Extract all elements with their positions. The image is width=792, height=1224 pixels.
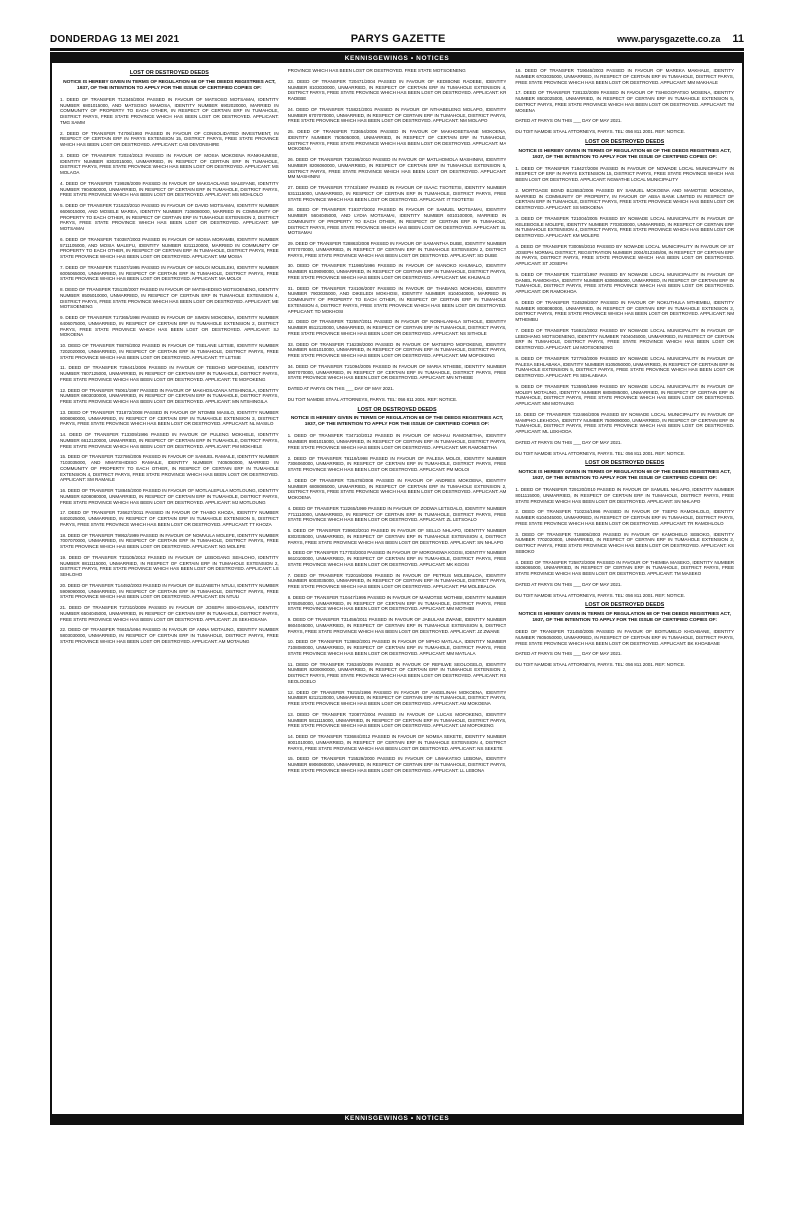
notice-intro: NOTICE IS HEREBY GIVEN IN TERMS OF REGULATION 68 OF THE DEEDS REGISTRIES ACT, 1937, OF THE INTENTION TO APPLY FOR THE ISSUE OF CERTIFIED COPIES OF: bbox=[518, 470, 731, 481]
notice-column-1 bbox=[60, 68, 279, 1109]
notice-paragraph: PROVINCE WHICH HAS BEEN LOST OR DESTROYED. FREE STATE MOTSOENENG bbox=[287, 68, 466, 73]
notice-paragraph: 6. DEED OF TRANSFER T24539/2007 PASSED IN FAVOUR OF NOKUTHULA MTHEMBU, IDENTITY NUMBER 8008080000, UNMARRIED, IN RESPECT OF CERTAIN ERF IN TUMAHOLE EXTENSION 2, DISTRICT PARYS, FREE STATE PROVINCE WHICH HAS BEEN LOST OR DESTROYED. APPLICANT: NM MTHEMBU bbox=[515, 299, 734, 322]
notice-paragraph: 2. MORTGAGE BOND B12653/2006 PASSED BY SAMUEL MOKOENA AND MAMOTSE MOKOENA, MARRIED IN COMMUNITY OF PROPERTY, IN FAVOUR OF ABSA BANK LIMITED IN RESPECT OF CERTAIN ERF IN TUMAHOLE, DISTRICT PARYS, FREE STATE PROVINCE WHICH HAS BEEN LOST OR DESTROYED. APPLICANT: SS MOKOENA bbox=[515, 187, 734, 210]
notice-paragraph: 5. DEED OF TRANSFER T11873/1997 PASSED BY NOWADE LOCAL MUNICIPALITY IN FAVOUR OF DANIEL RAMOKHOA, IDENTITY NUMBER 6306065000, UNMARRIED, IN RESPECT OF CERTAIN ERF IN TUMAHOLE, DISTRICT PARYS, FREE STATE PROVINCE WHICH HAS BEEN LOST OR DESTROYED. APPLICANT: DR RAMOKHOA bbox=[515, 271, 734, 294]
notice-paragraph: 3. DEED OF TRANSFER T18805/2003 PASSED IN FAVOUR OF KAMOHELO SEBOKO, IDENTITY NUMBER 7702020000, UNMARRIED, IN RESPECT OF CERTAIN ERF IN TUMAHOLE EXTENSION 2, DISTRICT PARYS, FREE STATE PROVINCE WHICH HAS BEEN LOST OR DESTROYED. APPLICANT: KS SEBOKO bbox=[515, 531, 734, 554]
notice-paragraph: 28. DEED OF TRANSFER T19377/2002 PASSED IN FAVOUR OF SAMUEL MOTSAMAI, IDENTITY NUMBER 5604045000, AND LYDIA MOTSAMAI, IDENTITY NUMBER 6010100000, MARRIED IN COMMUNITY OF PROPERTY TO EACH OTHER, IN RESPECT OF CERTAIN ERF IN TUMAHOLE, DISTRICT PARYS, FREE STATE PROVINCE WHICH HAS BEEN LOST OR DESTROYED. APPLICANT: SL MOTSAMAI bbox=[287, 207, 507, 236]
notice-paragraph: DEED OF TRANSFER T21450/2005 PASSED IN FAVOUR OF BOITUMELO KHOABANE, IDENTITY NUMBER 7805050000, UNMARRIED, IN RESPECT OF CERTAIN ERF IN TUMAHOLE, DISTRICT PARYS, FREE STATE PROVINCE WHICH HAS BEEN LOST OR DESTROYED. APPLICANT: BK KHOABANE bbox=[515, 629, 734, 646]
notice-paragraph: 25. DEED OF TRANSFER T23654/2006 PASSED IN FAVOUR OF MAKHOSETSANE MOKOENA, IDENTITY NUMBER 7505050000, UNMARRIED, IN RESPECT OF CERTAIN ERF IN TUMAHOLE, DISTRICT PARYS, FREE STATE PROVINCE WHICH HAS BEEN LOST OR DESTROYED. APPLICANT: MA MOKOENA bbox=[287, 129, 507, 152]
notice-column-3 bbox=[515, 68, 734, 1109]
notice-paragraph: 19. DEED OF TRANSFER T33105/2012 PASSED IN FAVOUR OF LEBOGANG SEHLOHO, IDENTITY NUMBER 8811115000, UNMARRIED, IN RESPECT OF CERTAIN ERF IN TUMAHOLE EXTENSION 2, DISTRICT PARYS, FREE STATE PROVINCE WHICH HAS BEEN LOST OR DESTROYED. APPLICANT: LS SEHLOHO bbox=[60, 554, 279, 577]
notice-paragraph: 14. DEED OF TRANSFER T13309/1996 PASSED IN FAVOUR OF PULENG MOKHELE, IDENTITY NUMBER 6612120000, UNMARRIED, IN RESPECT OF CERTAIN ERF IN TUMAHOLE, DISTRICT PARYS, FREE STATE PROVINCE WHICH HAS BEEN LOST OR DESTROYED. APPLICANT: PM MOKHELE bbox=[60, 432, 279, 449]
notice-paragraph: 12. DEED OF TRANSFER T9215/1996 PASSED IN FAVOUR OF ANGELINAH MOKOENA, IDENTITY NUMBER 6212120000, UNMARRIED, IN RESPECT OF CERTAIN ERF IN TUMAHOLE, DISTRICT PARYS, FREE STATE PROVINCE WHICH HAS BEEN LOST OR DESTROYED. APPLICANT: AM MOKOENA bbox=[287, 689, 507, 706]
notice-paragraph: 17. DEED OF TRANSFER T26627/2011 PASSED IN FAVOUR OF THABO KHOZA, IDENTITY NUMBER 8402025000, UNMARRIED, IN RESPECT OF CERTAIN ERF IN TUMAHOLE EXTENSION 5, DISTRICT PARYS, FREE STATE PROVINCE WHICH HAS BEEN LOST OR DESTROYED. APPLICANT: TT KHOZA bbox=[60, 510, 279, 527]
notice-paragraph: 15. DEED OF TRANSFER T22786/2005 PASSED IN FAVOUR OF SAMUEL RAMAILE, IDENTITY NUMBER 7103035000, AND MMATSHIDISO RAMAILE, IDENTITY NUMBER 7405050000, MARRIED IN COMMUNITY OF PROPERTY TO EACH OTHER, IN RESPECT OF CERTAIN ERF IN TUMAHOLE EXTENSION 4, DISTRICT PARYS, FREE STATE PROVINCE WHICH HAS BEEN LOST OR DESTROYED. APPLICANT: SM RAMAILE bbox=[60, 454, 279, 483]
notice-paragraph: 5. DEED OF TRANSFER T29902/2010 PASSED IN FAVOUR OF SELLO NHLAPO, IDENTITY NUMBER 8302035000, UNMARRIED, IN RESPECT OF CERTAIN ERF IN TUMAHOLE EXTENSION 4, DISTRICT PARYS, FREE STATE PROVINCE WHICH HAS BEEN LOST OR DESTROYED. APPLICANT: SN NHLAPO bbox=[287, 528, 507, 545]
notice-paragraph: 7. DEED OF TRANSFER T16921/2002 PASSED BY NOWADE LOCAL MUNICIPALITY IN FAVOUR OF LEBOHANG MOTSOENENG, IDENTITY NUMBER 7404045000, UNMARRIED, IN RESPECT OF CERTAIN ERF IN TUMAHOLE, DISTRICT PARYS, FREE STATE PROVINCE WHICH HAS BEEN LOST OR DESTROYED. APPLICANT: LM MOTSOENENG bbox=[515, 327, 734, 350]
notice-signature: DU TOIT NAMDIE STAAL ATTORNEYS, PARYS. TEL: 056 811 2001. REF: NOTICE. bbox=[515, 662, 685, 667]
page-masthead bbox=[50, 30, 744, 51]
notice-paragraph: 10. DEED OF TRANSFER T13882/2001 PASSED IN FAVOUR OF MPHO MATLALA, IDENTITY NUMBER 7108080000, UNMARRIED, IN RESPECT OF CERTAIN ERF IN TUMAHOLE, DISTRICT PARYS, FREE STATE PROVINCE WHICH HAS BEEN LOST OR DESTROYED. APPLICANT: MM MATLALA bbox=[287, 639, 507, 656]
notice-paragraph: 34. DEED OF TRANSFER T21094/2005 PASSED IN FAVOUR OF MARIA NTHEBE, IDENTITY NUMBER 5907070000, UNMARRIED, IN RESPECT OF CERTAIN ERF IN TUMAHOLE, DISTRICT PARYS, FREE STATE PROVINCE WHICH HAS BEEN LOST OR DESTROYED. APPLICANT: MN NTHEBE bbox=[287, 363, 507, 381]
notice-dated-line: DATED AT PARYS ON THIS ___ DAY OF MAY 2021. bbox=[515, 439, 622, 445]
notice-paragraph: 1. DEED OF TRANSFER T18427/2008 PASSED IN FAVOUR OF NOWADE LOCAL MUNICIPALITY IN RESPECT OF ERF IN PARYS EXTENSION 15, DISTRICT PARYS, FREE STATE PROVINCE WHICH HAS BEEN LOST OR DESTROYED. APPLICANT: NGWATHE LOCAL MUNICIPALITY bbox=[515, 165, 734, 182]
notice-paragraph: 3. DEED OF TRANSFER T25478/2008 PASSED IN FAVOUR OF ANDRIES MOKOENA, IDENTITY NUMBER 6808085000, UNMARRIED, IN RESPECT OF CERTAIN ERF IN TUMAHOLE EXTENSION 2, DISTRICT PARYS, FREE STATE PROVINCE WHICH HAS BEEN LOST OR DESTROYED. APPLICANT: AM MOKOENA bbox=[287, 477, 507, 500]
notice-paragraph: 12. DEED OF TRANSFER T5061/1997 PASSED IN FAVOUR OF MAKHOSAZANA NTSHINGILA, IDENTITY NUMBER 6903030000, UNMARRIED, IN RESPECT OF CERTAIN ERF IN TUMAHOLE, DISTRICT PARYS, FREE STATE PROVINCE WHICH HAS BEEN LOST OR DESTROYED. APPLICANT: MN NTSHINGILA bbox=[60, 387, 279, 404]
notice-paragraph: 8. DEED OF TRANSFER T25130/2007 PASSED IN FAVOUR OF MATSHEDISO MOTSOENENG, IDENTITY NUMBER 8505010000, UNMARRIED, IN RESPECT OF CERTAIN ERF IN TUMAHOLE EXTENSION 4, DISTRICT PARYS, FREE STATE PROVINCE WHICH HAS BEEN LOST OR DESTROYED. APPLICANT: ME MOTSOENENG bbox=[60, 287, 279, 310]
notice-paragraph: 2. DEED OF TRANSFER T8119/1998 PASSED IN FAVOUR OF PALESA MOLOI, IDENTITY NUMBER 7306060000, UNMARRIED, IN RESPECT OF CERTAIN ERF IN TUMAHOLE, DISTRICT PARYS, FREE STATE PROVINCE WHICH HAS BEEN LOST OR DESTROYED. APPLICANT: PM MOLOI bbox=[287, 455, 507, 472]
notice-paragraph: 11. DEED OF TRANSFER T29441/2006 PASSED IN FAVOUR OF TEBOHO MOFOKENG, IDENTITY NUMBER 7807125000, UNMARRIED, IN RESPECT OF CERTAIN ERF IN TUMAHOLE, DISTRICT PARYS, FREE STATE PROVINCE WHICH HAS BEEN LOST OR DESTROYED. APPLICANT: TE MOFOKENG bbox=[60, 365, 279, 382]
notice-dated-line: DATED AT PARYS ON THIS ___ DAY OF MAY 2021. bbox=[515, 651, 622, 657]
notices-banner-bottom: KENNISGEWINGS • NOTICES bbox=[52, 1114, 742, 1123]
notice-paragraph: 14. DEED OF TRANSFER T33684/2012 PASSED IN FAVOUR OF NOMSA SEKETE, IDENTITY NUMBER 9001010000, UNMARRIED, IN RESPECT OF CERTAIN ERF IN TUMAHOLE EXTENSION 4, DISTRICT PARYS, FREE STATE PROVINCE WHICH HAS BEEN LOST OR DESTROYED. APPLICANT: NS SEKETE bbox=[287, 734, 507, 751]
notice-paragraph: 4. DEED OF TRANSFER T12265/1999 PASSED IN FAVOUR OF ZODWA LETSOALO, IDENTITY NUMBER 7711110000, UNMARRIED, IN RESPECT OF CERTAIN ERF IN TUMAHOLE, DISTRICT PARYS, FREE STATE PROVINCE WHICH HAS BEEN LOST OR DESTROYED. APPLICANT: ZL LETSOALO bbox=[287, 505, 507, 523]
notice-paragraph: 13. DEED OF TRANSFER T20877/2004 PASSED IN FAVOUR OF LUCAS MOFOKENG, IDENTITY NUMBER 5811115000, UNMARRIED, IN RESPECT OF CERTAIN ERF IN TUMAHOLE, DISTRICT PARYS, FREE STATE PROVINCE WHICH HAS BEEN LOST OR DESTROYED. APPLICANT: LM MOFOKENG bbox=[287, 711, 507, 729]
notice-paragraph: 30. DEED OF TRANSFER T11980/1996 PASSED IN FAVOUR OF MANOKO KHUMALO, IDENTITY NUMBER 6109090000, UNMARRIED, IN RESPECT OF CERTAIN ERF IN TUMAHOLE, DISTRICT PARYS, FREE STATE PROVINCE WHICH HAS BEEN LOST OR DESTROYED. APPLICANT: MK KHUMALO bbox=[287, 263, 507, 280]
notice-heading: LOST OR DESTROYED DEEDS bbox=[585, 602, 665, 609]
notice-heading: LOST OR DESTROYED DEEDS bbox=[357, 406, 437, 413]
notice-dated-line: DATED AT PARYS ON THIS ___ DAY OF MAY 2021. bbox=[515, 581, 622, 587]
notice-signature: DU TOIT NAMDIE STAAL ATTORNEYS, PARYS. TEL: 056 811 2001. REF: NOTICE. bbox=[515, 450, 685, 456]
website-link[interactable]: www.parysgazette.co.za bbox=[617, 34, 721, 44]
notice-paragraph: 5. DEED OF TRANSFER T21623/2010 PASSED IN FAVOUR OF DAVID MOTSAMAI, IDENTITY NUMBER 6606015000, AND MOSELE MAREA, IDENTITY NUMBER 7108080000, MARRIED IN COMMUNITY OF PROPERTY TO EACH OTHER, IN RESPECT OF CERTAIN ERF IN TUMAHOLE EXTENSION 2, DISTRICT PARYS, FREE STATE PROVINCE WHICH HAS BEEN LOST OR DESTROYED. APPLICANT: MP MOTSAMAI bbox=[60, 203, 279, 231]
notice-paragraph: 32. DEED OF TRANSFER T32557/2011 PASSED IN FAVOUR OF NONHLANHLA SITHOLE, IDENTITY NUMBER 8512120000, UNMARRIED, IN RESPECT OF CERTAIN ERF IN TUMAHOLE, DISTRICT PARYS, FREE STATE PROVINCE WHICH HAS BEEN LOST OR DESTROYED. APPLICANT: NS SITHOLE bbox=[287, 319, 507, 336]
notice-paragraph: 8. DEED OF TRANSFER T27793/2009 PASSED BY NOWADE LOCAL MUNICIPALITY IN FAVOUR OF PALESA SEHLABAKA, IDENTITY NUMBER 8105050000, UNMARRIED, IN RESPECT OF CERTAIN ERF IN TUMAHOLE EXTENSION 5, DISTRICT PARYS, FREE STATE PROVINCE WHICH HAS BEEN LOST OR DESTROYED. APPLICANT: PS SEHLABAKA bbox=[515, 355, 734, 378]
notice-paragraph: 2. DEED OF TRANSFER T10234/1996 PASSED IN FAVOUR OF TSEPO RAMOHLOLO, IDENTITY NUMBER 6104045000, UNMARRIED, IN RESPECT OF CERTAIN ERF IN TUMAHOLE, DISTRICT PARYS, FREE STATE PROVINCE WHICH HAS BEEN LOST OR DESTROYED. APPLICANT: TR RAMOHLOLO bbox=[515, 509, 734, 526]
notice-paragraph: 16. DEED OF TRANSFER T18845/2000 PASSED IN FAVOUR OF MOTLALEPULA MOTLOUNG, IDENTITY NUMBER 6208080000, UNMARRIED, IN RESPECT OF CERTAIN ERF IN TUMAHOLE, DISTRICT PARYS, FREE STATE PROVINCE WHICH HAS BEEN LOST OR DESTROYED. APPLICANT: MJ MOTLOUNG bbox=[60, 488, 279, 505]
issue-date: DONDERDAG 13 MEI 2021 bbox=[50, 33, 180, 45]
notice-paragraph: 20. DEED OF TRANSFER T14492/2003 PASSED IN FAVOUR OF ELIZABETH NTULI, IDENTITY NUMBER 5909090000, UNMARRIED, IN RESPECT OF CERTAIN ERF IN TUMAHOLE, DISTRICT PARYS, FREE STATE PROVINCE WHICH HAS BEEN LOST OR DESTROYED. APPLICANT: EN NTULI bbox=[60, 582, 279, 600]
notice-paragraph: 4. DEED OF TRANSFER T30055/2010 PASSED BY NOWADE LOCAL MUNICIPALITY IN FAVOUR OF ST JOSEPH NORMAL DISTRICT, REGISTRATION NUMBER 2004/012345/08, IN RESPECT OF CERTAIN ERF IN PARYS, DISTRICT PARYS, FREE STATE PROVINCE WHICH HAS BEEN LOST OR DESTROYED. APPLICANT: ST JOSEPH bbox=[515, 243, 734, 266]
notice-signature: DU TOIT NAMDIE STAAL ATTORNEYS, PARYS. TEL: 056 811 2001. REF: NOTICE. bbox=[515, 129, 685, 134]
notice-paragraph: 10. DEED OF TRANSFER T22466/2006 PASSED BY NOWADE LOCAL MUNICIPALITY IN FAVOUR OF MAMPHO LEKHOOA, IDENTITY NUMBER 7509090000, UNMARRIED, IN RESPECT OF CERTAIN ERF IN TUMAHOLE, DISTRICT PARYS, FREE STATE PROVINCE WHICH HAS BEEN LOST OR DESTROYED. APPLICANT: ML LEKHOOA bbox=[515, 411, 734, 434]
masthead-right bbox=[617, 33, 744, 45]
notice-paragraph: 4. DEED OF TRANSFER T19928/2009 PASSED IN FAVOUR OF MAKGAOLANG MALEFANE, IDENTITY NUMBER 7904050000, UNMARRIED, IN RESPECT OF CERTAIN ERF IN TUMAHOLE, DISTRICT PARYS, FREE STATE PROVINCE WHICH HAS BEEN LOST OR DESTROYED. APPLICANT: MS MOHLOLO bbox=[60, 180, 279, 198]
notice-columns bbox=[60, 68, 734, 1109]
notice-paragraph: 1. DEED OF TRANSFER T29120/2010 PASSED IN FAVOUR OF SAMUEL NHLAPO, IDENTITY NUMBER 8011115000, UNMARRIED, IN RESPECT OF CERTAIN ERF IN TUMAHOLE, DISTRICT PARYS, FREE STATE PROVINCE WHICH HAS BEEN LOST OR DESTROYED. APPLICANT: SN NHLAPO bbox=[515, 487, 734, 504]
notice-signature: DU TOIT NAMDIE STAAL ATTORNEYS, PARYS. TEL: 056 811 2001. REF: NOTICE. bbox=[287, 396, 458, 402]
notices-frame bbox=[50, 52, 744, 1125]
notice-paragraph: 9. DEED OF TRANSFER T13590/1999 PASSED BY NOWADE LOCAL MUNICIPALITY IN FAVOUR OF MOLEFI MOTAUNG, IDENTITY NUMBER 6808085000, UNMARRIED, IN RESPECT OF CERTAIN ERF IN TUMAHOLE, DISTRICT PARYS, FREE STATE PROVINCE WHICH HAS BEEN LOST OR DESTROYED. APPLICANT: MM MOTAUNG bbox=[515, 383, 734, 406]
notice-intro: NOTICE IS HEREBY GIVEN IN TERMS OF REGULATION 68 OF THE DEEDS REGISTRIES ACT, 1937, OF THE INTENTION TO APPLY FOR THE ISSUE OF CERTIFIED COPIES OF: bbox=[518, 148, 731, 160]
notice-paragraph: 9. DEED OF TRANSFER T31456/2011 PASSED IN FAVOUR OF JABULANI ZWANE, IDENTITY NUMBER 8604045000, UNMARRIED, IN RESPECT OF CERTAIN ERF IN TUMAHOLE EXTENSION 5, DISTRICT PARYS, FREE STATE PROVINCE WHICH HAS BEEN LOST OR DESTROYED. APPLICANT: JZ ZWANE bbox=[287, 617, 507, 634]
notice-paragraph: 13. DEED OF TRANSFER T31872/2008 PASSED IN FAVOUR OF NTOMBI MASILO, IDENTITY NUMBER 8008080000, UNMARRIED, IN RESPECT OF CERTAIN ERF IN TUMAHOLE EXTENSION 3, DISTRICT PARYS, FREE STATE PROVINCE WHICH HAS BEEN LOST OR DESTROYED. APPLICANT: NL MASILO bbox=[60, 409, 279, 427]
notice-dated-line: DATED AT PARYS ON THIS ___ DAY OF MAY 2021. bbox=[515, 118, 622, 124]
notice-paragraph: 4. DEED OF TRANSFER T25872/2008 PASSED IN FAVOUR OF THEMBA MASEKO, IDENTITY NUMBER 8306065000, UNMARRIED, IN RESPECT OF CERTAIN ERF IN TUMAHOLE, DISTRICT PARYS, FREE STATE PROVINCE WHICH HAS BEEN LOST OR DESTROYED. APPLICANT: TM MASEKO bbox=[515, 559, 734, 576]
notice-intro: NOTICE IS HEREBY GIVEN IN TERMS OF REGULATION 68 OF THE DEEDS REGISTRIES ACT, 1937, OF THE INTENTION TO APPLY FOR THE ISSUE OF CERTIFIED COPIES OF: bbox=[518, 612, 731, 623]
notice-paragraph: 7. DEED OF TRANSFER T22019/2006 PASSED IN FAVOUR OF PETRUS MOLEBALOA, IDENTITY NUMBER 6003035000, UNMARRIED, IN RESPECT OF CERTAIN ERF IN TUMAHOLE, DISTRICT PARYS, FREE STATE PROVINCE WHICH HAS BEEN LOST OR DESTROYED. APPLICANT: PM MOLEBALOA bbox=[287, 572, 507, 589]
notice-paragraph: 3. DEED OF TRANSFER T2024/2013 PASSED IN FAVOUR OF MOSIA MOKOENA RANKHUMISE, IDENTITY NUMBER 8302015000, UNMARRIED, IN RESPECT OF CERTAIN ERF IN TUMAHOLE, DISTRICT PARYS, FREE STATE PROVINCE WHICH HAS BEEN LOST OR DESTROYED. APPLICANT: MS MOLAOA bbox=[60, 152, 279, 175]
notices-banner-top: KENNISGEWINGS • NOTICES bbox=[52, 54, 742, 63]
notice-paragraph: 15. DEED OF TRANSFER T15529/2000 PASSED IN FAVOUR OF LIMAKATSO LEBONA, IDENTITY NUMBER 6906060000, UNMARRIED, IN RESPECT OF CERTAIN ERF IN TUMAHOLE, DISTRICT PARYS, FREE STATE PROVINCE WHICH HAS BEEN LOST OR DESTROYED. APPLICANT: LL LEBONA bbox=[287, 756, 507, 773]
notice-heading: LOST OR DESTROYED DEEDS bbox=[129, 70, 209, 76]
notice-paragraph: 7. DEED OF TRANSFER T11507/1995 PASSED IN FAVOUR OF MOLOI MOLELEKI, IDENTITY NUMBER 6005065000, UNMARRIED, IN RESPECT OF CERTAIN ERF IN TUMAHOLE, DISTRICT PARYS, FREE STATE PROVINCE WHICH HAS BEEN LOST OR DESTROYED. APPLICANT: MA MOLOI bbox=[60, 264, 279, 282]
notice-signature: DU TOIT NAMDIE STAAL ATTORNEYS, PARYS. TEL: 056 811 2001. REF: NOTICE. bbox=[515, 592, 685, 598]
notice-paragraph: 1. DEED OF TRANSFER T34710/2012 PASSED IN FAVOUR OF MOHAU RAMONETHA, IDENTITY NUMBER 8901015000, UNMARRIED, IN RESPECT OF CERTAIN ERF IN TUMAHOLE, DISTRICT PARYS, FREE STATE PROVINCE WHICH HAS BEEN LOST OR DESTROYED. APPLICANT: MR RAMONETHA bbox=[287, 433, 507, 450]
notice-paragraph: 10. DEED OF TRANSFER T8876/2002 PASSED IN FAVOUR OF TSELANE LETSIE, IDENTITY NUMBER 7202020000, UNMARRIED, IN RESPECT OF CERTAIN ERF IN TUMAHOLE, DISTRICT PARYS, FREE STATE PROVINCE WHICH HAS BEEN LOST OR DESTROYED. APPLICANT: TT LETSIE bbox=[60, 343, 279, 360]
notice-paragraph: 1. DEED OF TRANSFER T12345/2004 PASSED IN FAVOUR OF MATSOSO MOTSAMAI, IDENTITY NUMBER 6801015000, AND MATSOSO MAMOSA, IDENTITY NUMBER 6902020000, MARRIED IN COMMUNITY OF PROPERTY TO EACH OTHER, IN RESPECT OF CERTAIN ERF IN TUMAHOLE, DISTRICT PARYS, FREE STATE PROVINCE WHICH HAS BEEN LOST OR DESTROYED. APPLICANT: TMG SAMM bbox=[60, 96, 279, 125]
notice-column-2 bbox=[288, 68, 507, 1109]
notice-paragraph: 18. DEED OF TRANSFER T9952/1999 PASSED IN FAVOUR OF NOMVULA MOLEFE, IDENTITY NUMBER 7007070000, UNMARRIED, IN RESPECT OF CERTAIN ERF IN TUMAHOLE, DISTRICT PARYS, FREE STATE PROVINCE WHICH HAS BEEN LOST OR DESTROYED. APPLICANT: NG MOLEFE bbox=[60, 532, 279, 549]
notice-intro: NOTICE IS HEREBY GIVEN IN TERMS OF REGULATION 68 OF THE DEEDS REGISTRIES ACT, 1937, OF THE INTENTION TO APPLY FOR THE ISSUE OF CERTIFIED COPIES OF: bbox=[290, 416, 504, 428]
notice-intro: NOTICE IS HEREBY GIVEN IN TERMS OF REGULATION 68 OF THE DEEDS REGISTRIES ACT, 1937, OF THE INTENTION TO APPLY FOR THE ISSUE OF CERTIFIED COPIES OF: bbox=[63, 79, 276, 91]
page-number: 11 bbox=[732, 33, 744, 45]
notice-paragraph: 9. DEED OF TRANSFER T17365/1998 PASSED IN FAVOUR OF SIMON MOKOENA, IDENTITY NUMBER 6406075000, UNMARRIED, IN RESPECT OF CERTAIN ERF IN TUMAHOLE EXTENSION 2, DISTRICT PARYS, FREE STATE PROVINCE WHICH HAS BEEN LOST OR DESTROYED. APPLICANT: SJ MOKOENA bbox=[60, 315, 279, 338]
notice-paragraph: 29. DEED OF TRANSFER T28863/2008 PASSED IN FAVOUR OF SAMANTHA DUBE, IDENTITY NUMBER 8707070000, UNMARRIED, IN RESPECT OF CERTAIN ERF IN TUMAHOLE EXTENSION 2, DISTRICT PARYS, FREE STATE PROVINCE WHICH HAS BEEN LOST OR DESTROYED. APPLICANT: SD DUBE bbox=[287, 241, 507, 258]
newspaper-title: PARYS GAZETTE bbox=[350, 33, 446, 45]
notice-paragraph: 6. DEED OF TRANSFER T40387/2003 PASSED IN FAVOUR OF MOSIA MORAMBI, IDENTITY NUMBER 5711105000, AND MOSIA MALEFU, IDENTITY NUMBER 6211120000, MARRIED IN COMMUNITY OF PROPERTY TO EACH OTHER, IN RESPECT OF CERTAIN ERF IN TUMAHOLE, DISTRICT PARYS, FREE STATE PROVINCE WHICH HAS BEEN LOST OR DESTROYED. APPLICANT: MM MOSIA bbox=[60, 236, 279, 259]
notice-paragraph: 11. DEED OF TRANSFER T26340/2009 PASSED IN FAVOUR OF REFILWE SEOLOGELO, IDENTITY NUMBER 8209090000, UNMARRIED, IN RESPECT OF CERTAIN ERF IN TUMAHOLE EXTENSION 2, DISTRICT PARYS, FREE STATE PROVINCE WHICH HAS BEEN LOST OR DESTROYED. APPLICANT: RS SEOLOGELO bbox=[287, 661, 507, 684]
notice-paragraph: 6. DEED OF TRANSFER T17703/2003 PASSED IN FAVOUR OF MORONGWA KGOSI, IDENTITY NUMBER 6610100000, UNMARRIED, IN RESPECT OF CERTAIN ERF IN TUMAHOLE, DISTRICT PARYS, FREE STATE PROVINCE WHICH HAS BEEN LOST OR DESTROYED. APPLICANT: MK KGOSI bbox=[287, 550, 507, 567]
notice-paragraph: 31. DEED OF TRANSFER T24106/2007 PASSED IN FAVOUR OF THABANG MOKHOSI, IDENTITY NUMBER 7903035000, AND DIKELEDI MOKHOSI, IDENTITY NUMBER 8104040000, MARRIED IN COMMUNITY OF PROPERTY TO EACH OTHER, IN RESPECT OF CERTAIN ERF IN TUMAHOLE EXTENSION 4, DISTRICT PARYS, FREE STATE PROVINCE WHICH HAS BEEN LOST OR DESTROYED. APPLICANT: TD MOKHOSI bbox=[287, 285, 507, 314]
notice-paragraph: 8. DEED OF TRANSFER T10447/1995 PASSED IN FAVOUR OF MAMOTSE MOTHIBI, IDENTITY NUMBER 5705050000, UNMARRIED, IN RESPECT OF CERTAIN ERF IN TUMAHOLE, DISTRICT PARYS, FREE STATE PROVINCE WHICH HAS BEEN LOST OR DESTROYED. APPLICANT: MM MOTHIBI bbox=[287, 594, 507, 612]
notice-paragraph: 24. DEED OF TRANSFER T15821/2001 PASSED IN FAVOUR OF NTHABELENG MOLAPO, IDENTITY NUMBER 6707070000, UNMARRIED, IN RESPECT OF CERTAIN ERF IN TUMAHOLE, DISTRICT PARYS, FREE STATE PROVINCE WHICH HAS BEEN LOST OR DESTROYED. APPLICANT: NM MOLAPO bbox=[287, 106, 507, 124]
notice-paragraph: 23. DEED OF TRANSFER T20471/2004 PASSED IN FAVOUR OF KEDIBONE RADEBE, IDENTITY NUMBER 8103030000, UNMARRIED, IN RESPECT OF CERTAIN ERF IN TUMAHOLE EXTENSION 4, DISTRICT PARYS, FREE STATE PROVINCE WHICH HAS BEEN LOST OR DESTROYED. APPLICANT: KR RADEBE bbox=[287, 78, 507, 101]
notice-paragraph: 16. DEED OF TRANSFER T19046/2003 PASSED IN FAVOUR OF MAREKA MAKHALE, IDENTITY NUMBER 6703035000, UNMARRIED, IN RESPECT OF CERTAIN ERF IN TUMAHOLE, DISTRICT PARYS, FREE STATE PROVINCE WHICH HAS BEEN LOST OR DESTROYED. APPLICANT: MM MAKHALE bbox=[515, 68, 734, 85]
notice-paragraph: 2. DEED OF TRANSFER T4706/1993 PASSED IN FAVOUR OF CONSOLIDATED INVESTMENT, IN RESPECT OF CERTAIN ERF IN PARYS EXTENSION 15, DISTRICT PARYS, FREE STATE PROVINCE WHICH HAS BEEN LOST OR DESTROYED. APPLICANT: CAB DEVONSHIRE bbox=[60, 130, 279, 147]
notice-paragraph: 17. DEED OF TRANSFER T28132/2009 PASSED IN FAVOUR OF TSHEGOFATSO MOSENA, IDENTITY NUMBER 8502025000, UNMARRIED, IN RESPECT OF CERTAIN ERF IN TUMAHOLE EXTENSION 5, DISTRICT PARYS, FREE STATE PROVINCE WHICH HAS BEEN LOST OR DESTROYED. APPLICANT: TM MOSENA bbox=[515, 90, 734, 113]
notice-heading: LOST OR DESTROYED DEEDS bbox=[585, 460, 665, 467]
notice-paragraph: 26. DEED OF TRANSFER T30198/2010 PASSED IN FAVOUR OF MATLHOMOLA MASHININI, IDENTITY NUMBER 8206060000, UNMARRIED, IN RESPECT OF CERTAIN ERF IN TUMAHOLE EXTENSION 5, DISTRICT PARYS, FREE STATE PROVINCE WHICH HAS BEEN LOST OR DESTROYED. APPLICANT: MM MASHININI bbox=[287, 157, 507, 180]
notice-dated-line: DATED AT PARYS ON THIS ___ DAY OF MAY 2021. bbox=[287, 386, 394, 391]
notice-paragraph: 33. DEED OF TRANSFER T16238/2000 PASSED IN FAVOUR OF MATSEPO MOFOKENG, IDENTITY NUMBER 6401010000, UNMARRIED, IN RESPECT OF CERTAIN ERF IN TUMAHOLE, DISTRICT PARYS, FREE STATE PROVINCE WHICH HAS BEEN LOST OR DESTROYED. APPLICANT: MM MOFOKENG bbox=[287, 341, 507, 358]
notice-paragraph: 22. DEED OF TRANSFER T6615/1994 PASSED IN FAVOUR OF ANNA MOTAUNG, IDENTITY NUMBER 5803030000, UNMARRIED, IN RESPECT OF CERTAIN ERF IN TUMAHOLE, DISTRICT PARYS, FREE STATE PROVINCE WHICH HAS BEEN LOST OR DESTROYED. APPLICANT: AM MOTAUNG bbox=[60, 627, 279, 644]
notice-heading: LOST OR DESTROYED DEEDS bbox=[585, 138, 665, 145]
notice-paragraph: 27. DEED OF TRANSFER T7743/1997 PASSED IN FAVOUR OF ISAAC TSOTETSI, IDENTITY NUMBER 6311115000, UNMARRIED, IN RESPECT OF CERTAIN ERF IN TUMAHOLE, DISTRICT PARYS, FREE STATE PROVINCE WHICH HAS BEEN LOST OR DESTROYED. APPLICANT: IT TSOTETSI bbox=[287, 185, 507, 202]
notice-paragraph: 21. DEED OF TRANSFER T27310/2009 PASSED IN FAVOUR OF JOSEPH SEKHOSANA, IDENTITY NUMBER 6504045000, UNMARRIED, IN RESPECT OF CERTAIN ERF IN TUMAHOLE, DISTRICT PARYS, FREE STATE PROVINCE WHICH HAS BEEN LOST OR DESTROYED. APPLICANT: JS SEKHOSANA bbox=[60, 605, 279, 622]
notice-paragraph: 3. DEED OF TRANSFER T21004/2005 PASSED BY NOWADE LOCAL MUNICIPALITY IN FAVOUR OF KELEBOGILE MOLEFE, IDENTITY NUMBER 7703030000, UNMARRIED, IN RESPECT OF CERTAIN ERF IN TUMAHOLE EXTENSION 4, DISTRICT PARYS, FREE STATE PROVINCE WHICH HAS BEEN LOST OR DESTROYED. APPLICANT: KM MOLEFE bbox=[515, 215, 734, 238]
